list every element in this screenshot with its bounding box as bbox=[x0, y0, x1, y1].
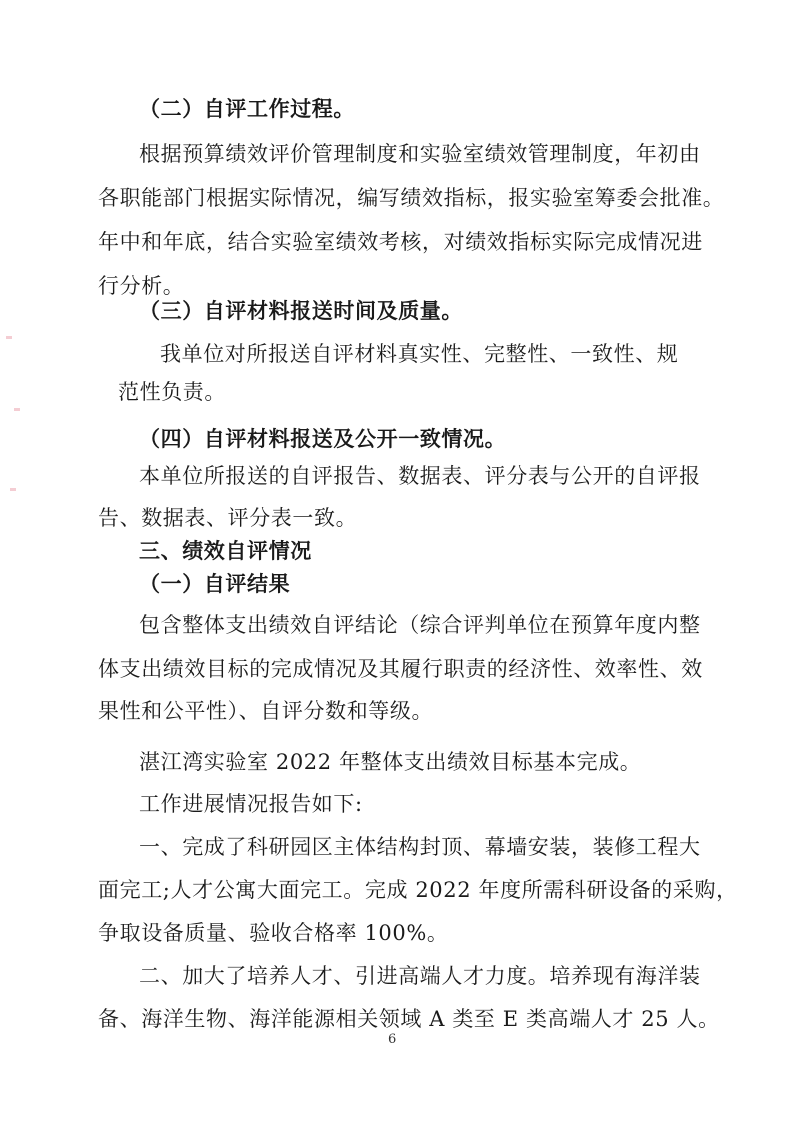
scan-mark bbox=[14, 408, 20, 411]
paragraph-line: 果性和公平性）、自评分数和等级。 bbox=[98, 699, 434, 723]
page-number: 6 bbox=[388, 1032, 397, 1047]
heading-self-eval-process: （二）自评工作过程。 bbox=[139, 96, 355, 121]
paragraph-line: 工作进展情况报告如下: bbox=[139, 792, 363, 816]
heading-material-time-quality: （三）自评材料报送时间及质量。 bbox=[139, 298, 463, 323]
paragraph-line: 体支出绩效目标的完成情况及其履行职责的经济性、效率性、效 bbox=[98, 657, 703, 681]
paragraph-line: 告、数据表、评分表一致。 bbox=[98, 506, 358, 530]
paragraph-line: 根据预算绩效评价管理制度和实验室绩效管理制度，年初由 bbox=[139, 142, 701, 166]
paragraph-line: 湛江湾实验室 2022 年整体支出绩效目标基本完成。 bbox=[139, 750, 642, 774]
paragraph-line: 我单位对所报送自评材料真实性、完整性、一致性、规 bbox=[160, 342, 679, 366]
heading-self-eval-result: （一）自评结果 bbox=[139, 571, 291, 596]
paragraph-line: 各职能部门根据实际情况，编写绩效指标，报实验室筹委会批准。 bbox=[98, 186, 725, 210]
paragraph-line: 争取设备质量、验收合格率 100%。 bbox=[98, 921, 449, 945]
paragraph-line: 行分析。 bbox=[98, 274, 185, 298]
paragraph-line: 一、完成了科研园区主体结构封顶、幕墙安装，装修工程大 bbox=[139, 835, 701, 859]
paragraph-line: 年中和年底，结合实验室绩效考核，对绩效指标实际完成情况进 bbox=[98, 230, 703, 254]
paragraph-line: 本单位所报送的自评报告、数据表、评分表与公开的自评报 bbox=[139, 464, 701, 488]
heading-material-consistency: （四）自评材料报送及公开一致情况。 bbox=[139, 426, 507, 451]
section-heading-self-eval: 三、绩效自评情况 bbox=[139, 538, 312, 563]
scan-mark bbox=[6, 336, 12, 339]
scan-mark bbox=[10, 488, 16, 491]
paragraph-line: 包含整体支出绩效自评结论（综合评判单位在预算年度内整 bbox=[139, 613, 701, 637]
paragraph-line: 面完工;人才公寓大面完工。完成 2022 年度所需科研设备的采购， bbox=[98, 878, 738, 902]
paragraph-line: 范性负责。 bbox=[118, 380, 226, 404]
paragraph-line: 备、海洋生物、海洋能源相关领域 A 类至 E 类高端人才 25 人。 bbox=[98, 1007, 720, 1031]
paragraph-line: 二、加大了培养人才、引进高端人才力度。培养现有海洋装 bbox=[139, 964, 701, 988]
